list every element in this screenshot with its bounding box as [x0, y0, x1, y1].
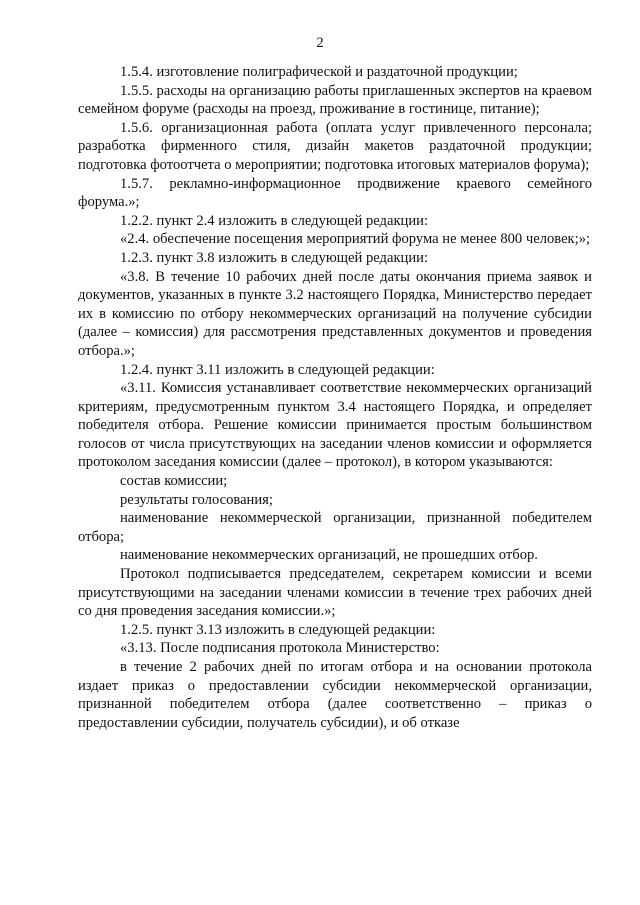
paragraph: 1.2.4. пункт 3.11 изложить в следующей редакции: — [120, 361, 435, 378]
paragraph: 1.5.5. расходы на организацию работы приглашенных экспертов на краевом семейном форуме (расходы на проезд, проживание в гостинице, питание); — [78, 82, 592, 118]
paragraph: результаты голосования; — [120, 491, 273, 508]
paragraph: 1.2.5. пункт 3.13 изложить в следующей редакции: — [120, 621, 436, 638]
paragraph: в течение 2 рабочих дней по итогам отбора и на основании протокола издает приказ о предоставлении субсидии некоммерческой организации, признанной победителем отбора (далее соответственно – приказ о предоставлении субсидии, получатель субсидии), и об отказе — [78, 659, 592, 731]
paragraph: «2.4. обеспечение посещения мероприятий форума не менее 800 человек;»; — [120, 231, 591, 248]
paragraph: 1.5.6. организационная работа (оплата услуг привлеченного персонала; разработка фирменного стиля, дизайн макетов раздаточной продукции; подготовка фотоотчета о мероприятии; подготовка итоговых материалов форума); — [78, 119, 592, 173]
paragraph: 1.2.2. пункт 2.4 изложить в следующей редакции: — [120, 212, 429, 229]
paragraph: Протокол подписывается председателем, секретарем комиссии и всеми присутствующими на заседании членами комиссии в течение трех рабочих дней со дня проведения заседания комиссии.»; — [78, 566, 592, 620]
paragraph: состав комиссии; — [120, 473, 228, 490]
page-number: 2 — [316, 35, 324, 51]
paragraph: «3.11. Комиссия устанавливает соответствие некоммерческих организаций критериям, предусмотренным пунктом 3.4 настоящего Порядка, и определяет победителя отбора. Решение комиссии принимается простым большинством голосов от числа присутствующих на заседании членов комиссии и оформляется протоколом заседания комиссии (далее – протокол), в котором указываются: — [78, 380, 592, 471]
document-body — [78, 63, 592, 732]
paragraph: наименование некоммерческой организации, признанной победителем отбора; — [78, 510, 592, 545]
paragraph: 1.5.4. изготовление полиграфической и раздаточной продукции; — [120, 64, 518, 80]
paragraph: наименование некоммерческих организаций, не прошедших отбор. — [120, 547, 538, 564]
paragraph: 1.5.7. рекламно-информационное продвижение краевого семейного форума.»; — [78, 175, 592, 211]
paragraph: 1.2.3. пункт 3.8 изложить в следующей редакции: — [120, 249, 429, 266]
paragraph: «3.8. В течение 10 рабочих дней после даты окончания приема заявок и документов, указанных в пункте 3.2 настоящего Порядка, Министерство передает их в комиссию по отбору некоммерческих организаций на получение субсидии (далее – комиссия) для рассмотрения представленных документов и проведения отбора.»; — [78, 268, 592, 359]
paragraph: «3.13. После подписания протокола Министерство: — [120, 640, 440, 657]
